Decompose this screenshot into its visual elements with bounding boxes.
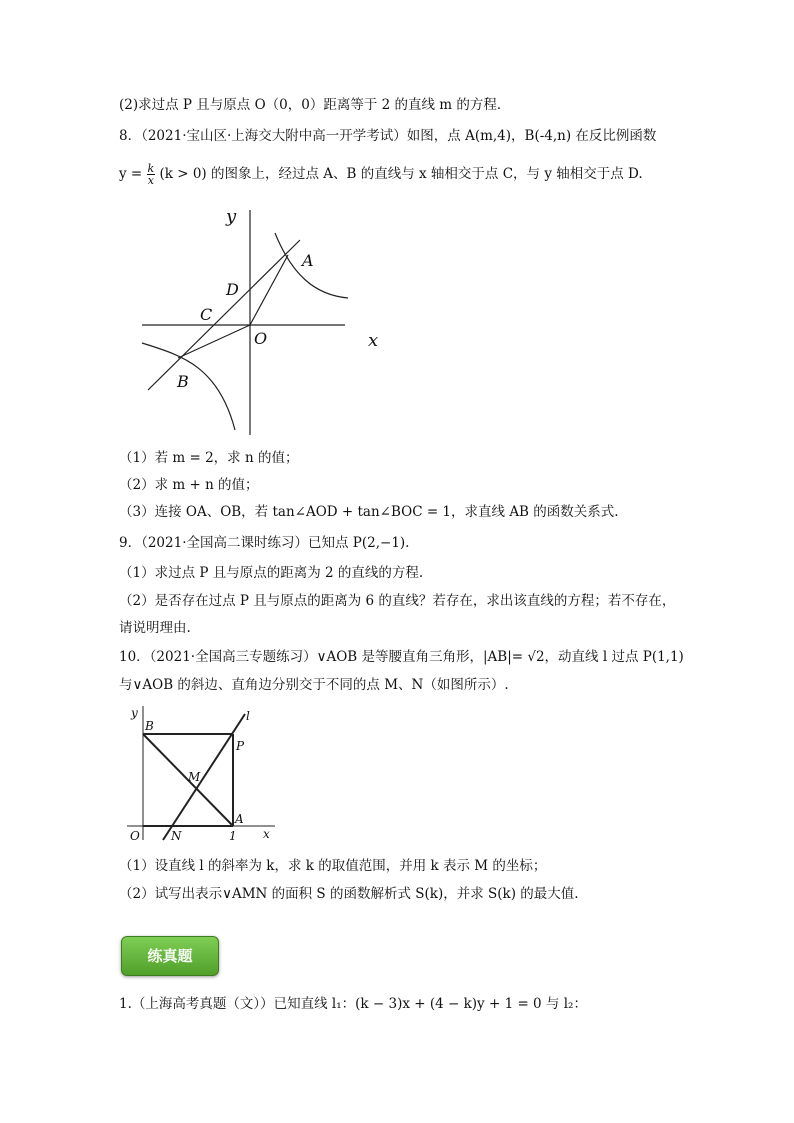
segment-oa	[250, 255, 288, 325]
q9-stem: 9．（2021·全国高二课时练习）已知点 P(2,−1).	[119, 535, 410, 551]
q9-part2-cont: 请说明理由.	[119, 620, 191, 636]
line-ab	[148, 240, 300, 390]
label-y: y	[226, 206, 237, 227]
label-d: D	[226, 280, 239, 299]
label-b: B	[177, 372, 189, 391]
label-y: y	[131, 706, 138, 720]
label-a: A	[235, 812, 244, 826]
q8-stem: 8．（2021·宝山区·上海交大附中高一开学考试）如图，点 A(m,4)，B(-4,n) 在反比例函数	[119, 128, 657, 144]
q10-part1: （1）设直线 l 的斜率为 k，求 k 的取值范围，并用 k 表示 M 的坐标；	[119, 858, 547, 874]
label-l: l	[246, 709, 250, 723]
function-condition: (k > 0) 的图象上，经过点 A、B 的直线与 x 轴相交于点 C，与 y 轴相交于点 D.	[159, 166, 643, 182]
label-c: C	[200, 305, 213, 324]
label-m: M	[188, 770, 201, 784]
q9-part2: （2）是否存在过点 P 且与原点的距离为 6 的直线？若存在，求出该直线的方程；若不存在，	[119, 593, 676, 609]
fraction-numerator: k	[147, 162, 155, 175]
practice-q1: 1.（上海高考真题（文））已知直线 l₁：(k − 3)x + (4 − k)y + 1 = 0 与 l₂：	[119, 996, 587, 1012]
figure-isosceles-right-triangle	[115, 700, 285, 845]
label-x: x	[368, 330, 379, 351]
fraction-denominator: x	[147, 174, 154, 187]
label-x: x	[263, 827, 270, 841]
function-lhs: y =	[119, 166, 143, 182]
q8-part2: （2）求 m + n 的值；	[119, 477, 259, 493]
label-o: O	[130, 829, 140, 843]
label-one: 1	[229, 829, 237, 843]
fraction-k-over-x	[147, 163, 156, 186]
label-p: P	[236, 739, 245, 753]
q8-part3: （3）连接 OA、OB，若 tan∠AOD + tan∠BOC = 1，求直线 AB 的函数关系式.	[119, 504, 619, 520]
q8-stem-cont	[119, 163, 643, 186]
label-o: O	[254, 329, 268, 348]
q9-part1: （1）求过点 P 且与原点的距离为 2 的直线的方程.	[119, 565, 424, 581]
label-a: A	[302, 251, 314, 270]
q10-stem: 10．（2021·全国高三专题练习）∨AOB 是等腰直角三角形，|AB|= √2，动直线 l 过点 P(1,1)	[119, 649, 684, 665]
segment-ob	[178, 325, 250, 358]
q7-part2: (2)求过点 P 且与原点 O（0，0）距离等于 2 的直线 m 的方程．	[119, 97, 511, 113]
section-badge: 练真题	[121, 936, 219, 976]
q10-stem-cont: 与∨AOB 的斜边、直角边分别交于不同的点 M、N（如图所示）.	[119, 677, 509, 693]
q10-part2: （2）试写出表示∨AMN 的面积 S 的函数解析式 S(k)，并求 S(k) 的最大值.	[119, 886, 579, 902]
label-n: N	[171, 829, 182, 843]
q8-part1: （1）若 m = 2，求 n 的值；	[119, 450, 299, 466]
label-b: B	[145, 719, 154, 733]
figure-inverse-proportion	[130, 200, 390, 440]
